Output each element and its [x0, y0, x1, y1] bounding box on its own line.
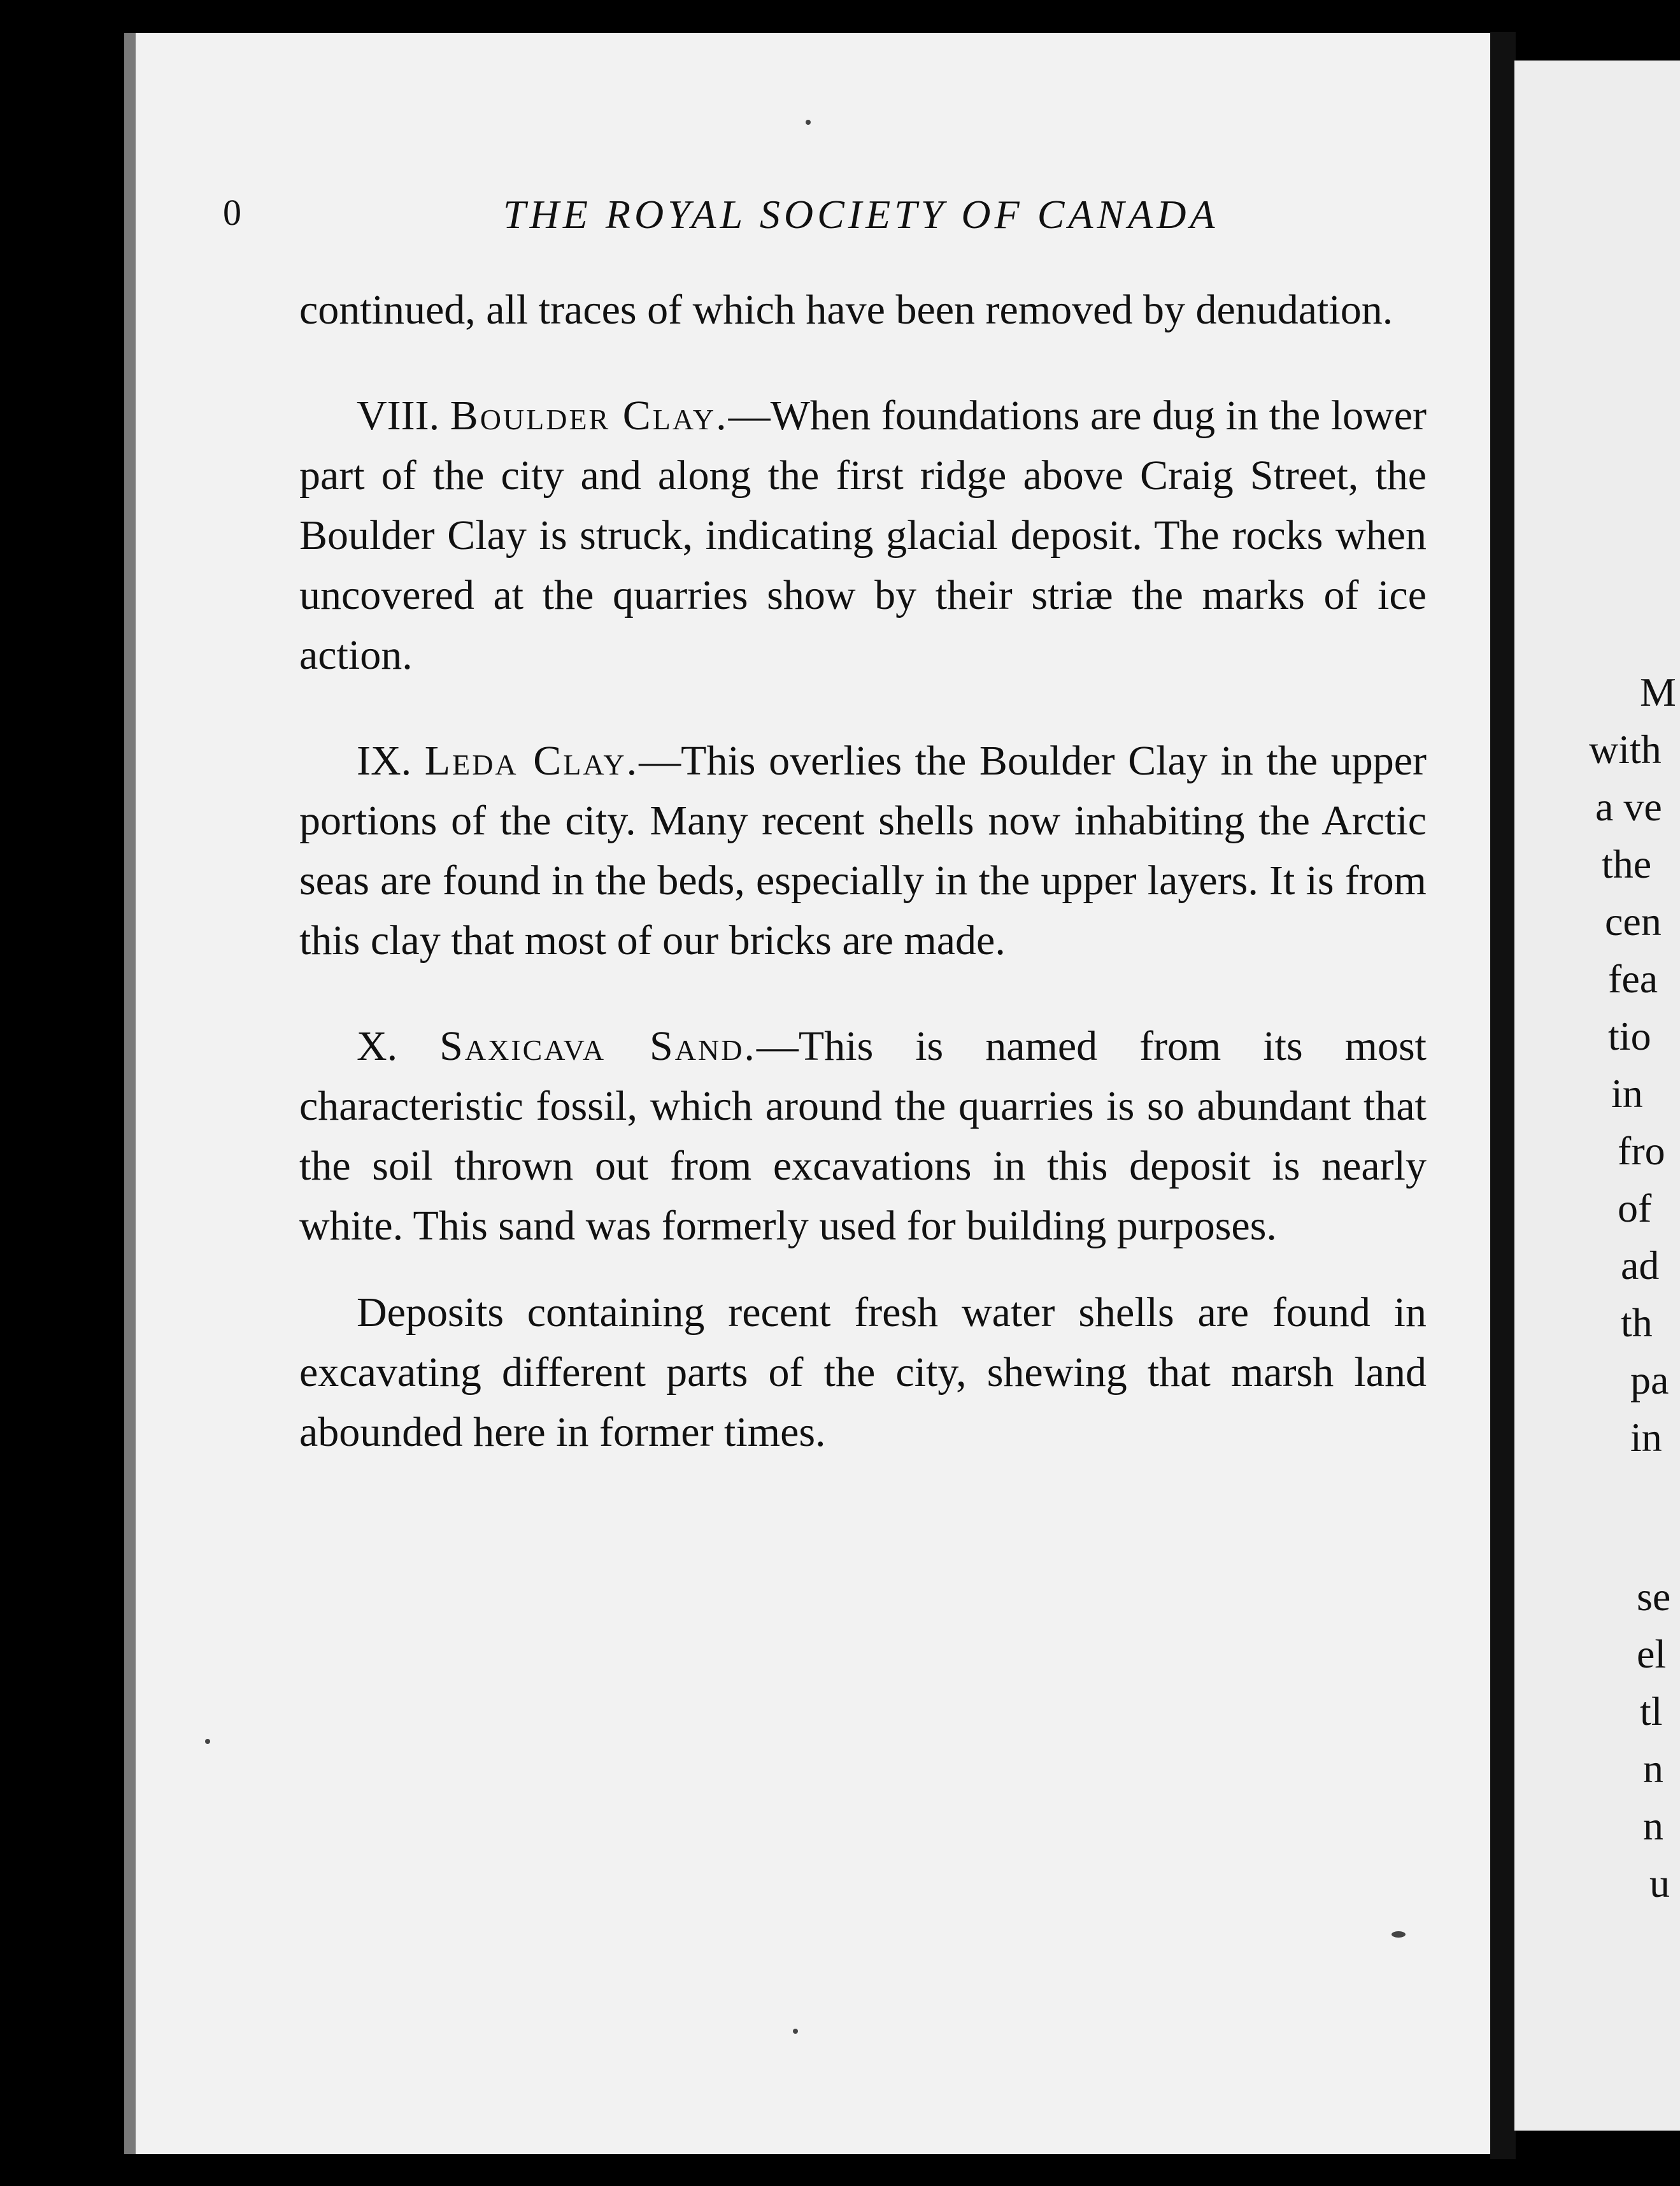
paragraph-text: continued, all traces of which have been removed by denudation. — [299, 287, 1393, 333]
paragraph-continued — [299, 280, 1427, 340]
right-page-fragment: fro — [1618, 1128, 1665, 1173]
section-number: VIII. — [357, 392, 440, 439]
scan-speck — [205, 1739, 210, 1744]
right-page-fragment: fea — [1608, 956, 1658, 1001]
right-page-fragment: tio — [1608, 1013, 1651, 1059]
right-page-fragment: a ve — [1595, 784, 1662, 829]
paragraph-deposits — [299, 1283, 1427, 1462]
right-page-fragment: with — [1589, 727, 1662, 772]
section-heading: Boulder Clay. — [450, 392, 729, 439]
scan-speck — [806, 120, 811, 125]
right-page-fragment: n — [1643, 1803, 1663, 1848]
page-number: 0 — [223, 192, 245, 233]
right-page-fragment: tl — [1640, 1689, 1663, 1734]
section-number: IX. — [357, 738, 412, 784]
section-heading: Saxicava Sand. — [439, 1023, 757, 1069]
right-page-fragment: u — [1649, 1861, 1670, 1906]
right-page-fragment: the — [1602, 841, 1652, 887]
section-boulder-clay — [299, 386, 1427, 685]
right-page-fragment: cen — [1605, 899, 1662, 944]
paragraph-text: —When foundations are dug in the lower part of the city and along the first ridge above Craig Street, the Boulder Clay is struck, indicating glacial deposit. The rocks when uncovered at the quarries show by their striæ the marks of ice action. — [299, 392, 1427, 678]
right-page-fragment: n — [1643, 1746, 1663, 1791]
right-page-fragment: of — [1618, 1185, 1652, 1231]
paragraph-text: Deposits containing recent fresh water shells are found in excavating different parts of the city, shewing that marsh land abounded here in former times. — [299, 1289, 1427, 1455]
section-heading: Leda Clay. — [424, 738, 639, 784]
running-title: THE ROYAL SOCIETY OF CANADA — [503, 192, 1219, 237]
section-saxicava-sand — [299, 1017, 1427, 1256]
section-number: X. — [357, 1023, 398, 1069]
book-gutter — [1490, 32, 1516, 2159]
right-page-fragment: el — [1637, 1631, 1667, 1676]
right-page-fragment: in — [1611, 1071, 1643, 1116]
paragraph-text: —This is named from its most characteristic fossil, which around the quarries is so abundant that the soil thrown out from excavations in this deposit is nearly white. This sand was formerly used for building purposes. — [299, 1023, 1427, 1249]
right-page-fragment: se — [1637, 1574, 1671, 1619]
paragraph-text: —This overlies the Boulder Clay in the upper portions of the city. Many recent shells now inhabiting the Arctic seas are found in the beds, especially in the upper layers. It is from this clay that most of our bricks are made. — [299, 738, 1427, 964]
running-head — [223, 178, 1274, 248]
section-leda-clay — [299, 731, 1427, 971]
scan-speck — [1392, 1931, 1406, 1938]
right-page-fragment: in — [1630, 1415, 1662, 1460]
right-page-fragment: th — [1621, 1300, 1653, 1345]
right-page-fragment: M — [1640, 669, 1676, 715]
right-page-fragment: ad — [1621, 1243, 1660, 1288]
right-page-fragment: pa — [1630, 1357, 1669, 1403]
body-text — [299, 280, 1427, 1508]
scan-speck — [793, 2029, 798, 2034]
